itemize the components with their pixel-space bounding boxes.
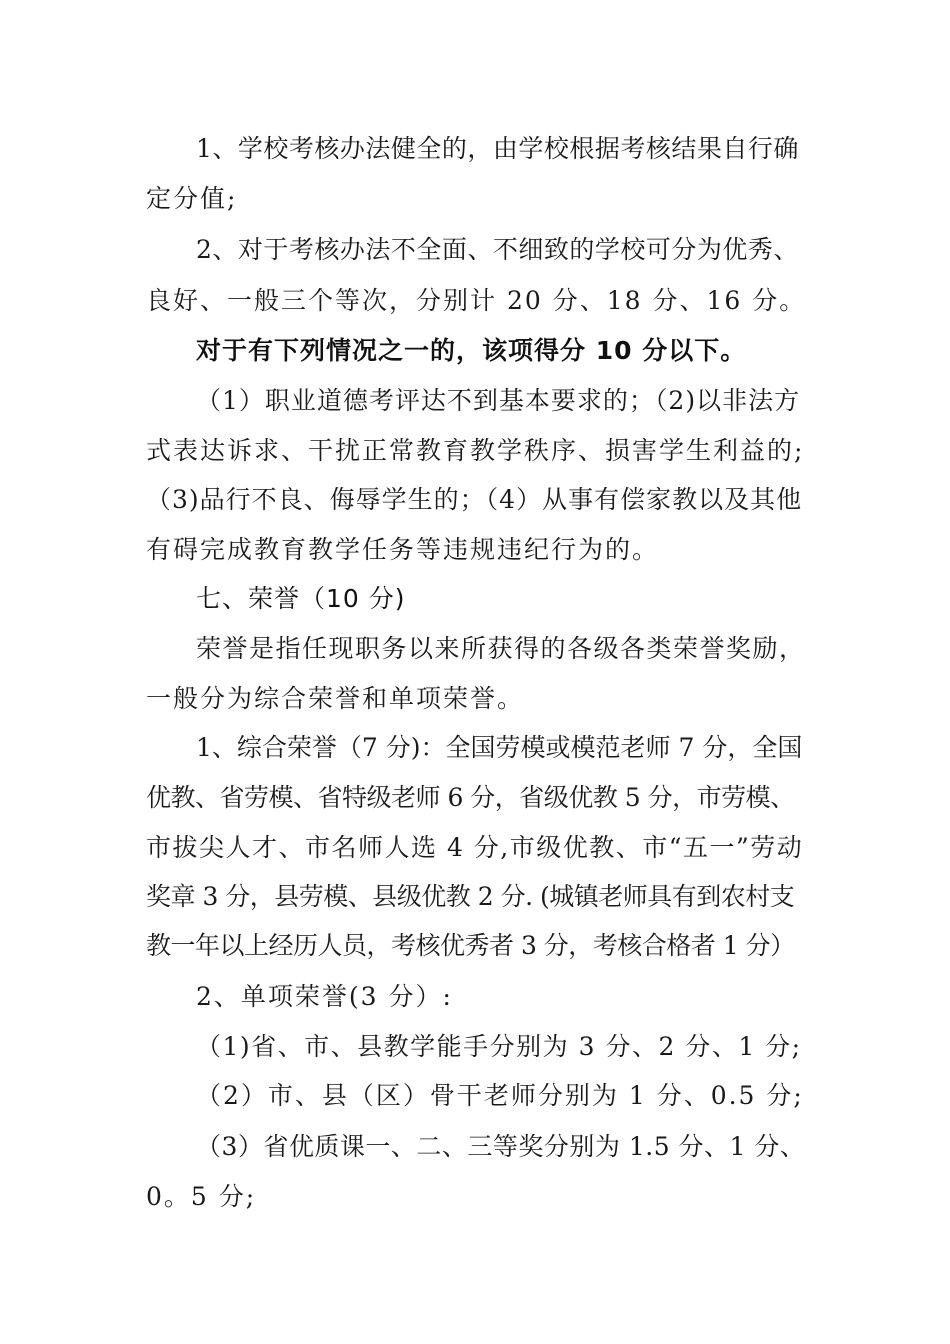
paragraph-line: 市拔尖人才、市名师人选 4 分,市级优教、市“五一”劳动 <box>146 833 804 862</box>
paragraph-line: 良好、一般三个等次，分别计 20 分、18 分、16 分。 <box>146 286 807 315</box>
paragraph-line: （3）省优质课一、二、三等奖分别为 1.5 分、1 分、 <box>196 1132 806 1161</box>
paragraph-line: （2）市、县（区）骨干老师分别为 1 分、0.5 分; <box>196 1081 804 1110</box>
paragraph-line: 2、对于考核办法不全面、不细致的学校可分为优秀、 <box>196 235 799 264</box>
paragraph-line: 0。5 分; <box>146 1182 257 1211</box>
paragraph-line: （1）职业道德考评达不到基本要求的；（2)以非法方 <box>196 386 801 415</box>
paragraph-line: 荣誉是指任现职务以来所获得的各级各类荣誉奖励， <box>196 634 806 663</box>
paragraph-line: 2、单项荣誉(3 分）: <box>196 982 453 1011</box>
paragraph-line: 一般分为综合荣誉和单项荣誉。 <box>146 684 525 713</box>
paragraph-line: （3)品行不良、侮辱学生的；（4）从事有偿家教以及其他 <box>146 485 803 514</box>
paragraph-line: （1)省、市、县教学能手分别为 3 分、2 分、1 分; <box>196 1032 802 1061</box>
paragraph-line: 有碍完成教育教学任务等违规违纪行为的。 <box>146 535 660 564</box>
paragraph-line: 式表达诉求、干扰正常教育教学秩序、损害学生利益的; <box>146 436 805 465</box>
paragraph-line: 定分值; <box>146 184 238 213</box>
paragraph-line: 教一年以上经历人员，考核优秀者 3 分，考核合格者 1 分） <box>146 931 795 960</box>
paragraph-line: 1、综合荣誉（7 分)：全国劳模或模范老师 7 分，全国 <box>196 733 803 762</box>
paragraph-line: 奖章 3 分，县劳模、县级优教 2 分. (城镇老师具有到农村支 <box>146 882 795 911</box>
bold-statement: 对于有下列情况之一的，该项得分 10 分以下。 <box>196 336 747 365</box>
paragraph-line: 优教、省劳模、省特级老师 6 分，省级优教 5 分，市劳模、 <box>146 783 795 812</box>
section-heading: 七、荣誉（10 分) <box>196 584 406 613</box>
paragraph-line: 1、学校考核办法健全的，由学校根据考核结果自行确 <box>196 134 799 163</box>
